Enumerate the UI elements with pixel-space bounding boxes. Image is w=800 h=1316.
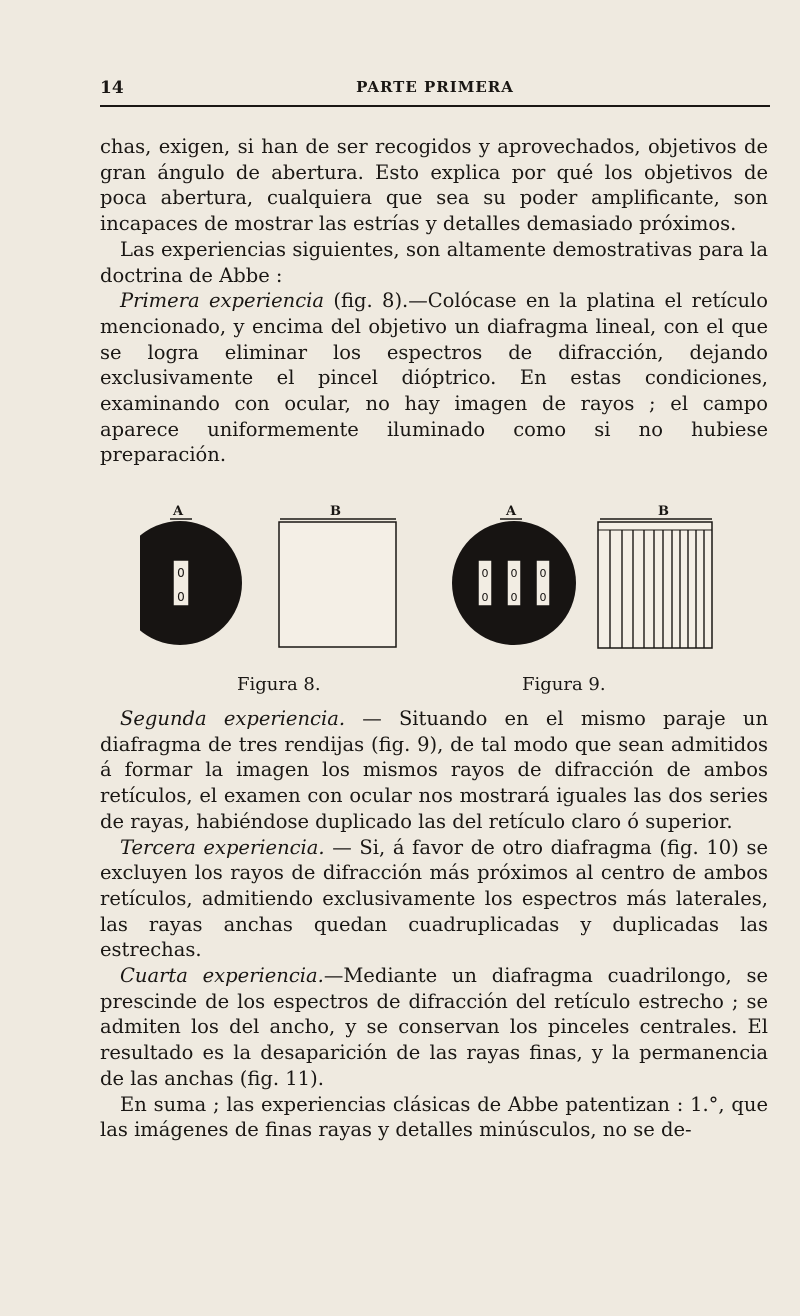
svg-text:0: 0 [510,591,518,604]
text-block-top [100,134,768,468]
figure-8-drawing [140,504,410,664]
paragraph-4 [100,706,768,835]
svg-text:0: 0 [510,567,518,580]
paragraph-2: Las experiencias siguientes, son altamente demostrativas para la doctrina de Abbe : [100,237,768,287]
paragraph-1: chas, exigen, si han de ser recogidos y aprovechados, objetivos de gran ángulo de abertura. Esto explica por qué los objetivos de poca abertura, cualquiera que sea su poder amplificante, son incapaces de mostrar las estrías y detalles demasiado próximos. [100,135,768,236]
running-head: PARTE PRIMERA [356,78,514,96]
figure-8 [140,504,410,664]
paragraph-4-body: — Situando en el mismo paraje un diafragma de tres rendijas (fig. 9), de tal modo que sean admitidos á formar la imagen los mismos rayos de difracción de ambos retículos, el examen con ocular nos mostrará iguales las dos series de rayas, habiéndose duplicado las del retículo claro ó superior. [100,707,769,833]
paragraph-3 [100,288,768,468]
paragraph-6-title: Cuarta experiencia. [120,964,324,988]
figure-8-label-b: B [330,504,341,519]
figure-8-label-a: A [173,504,184,519]
line-grating [598,522,712,648]
svg-text:0: 0 [539,591,547,604]
paragraph-6-body: —Mediante un diafragma cuadrilongo, se prescinde de los espectros de difracción del retículo estrecho ; se admiten los del ancho, y se conservan los pinceles centrales. El resultado es la desaparición de las rayas finas, y la permanencia de las anchas (fig. 11). [100,964,768,1090]
svg-text:0: 0 [177,590,185,604]
svg-text:0: 0 [539,567,547,580]
figure-8-caption: Figura 8. [237,674,321,695]
svg-text:0: 0 [177,566,185,580]
paragraph-4-title: Segunda experiencia. [120,707,346,730]
text-block-bottom [100,706,768,1143]
figure-9-caption: Figura 9. [522,674,606,695]
paragraph-3-title: Primera experiencia [120,289,325,313]
figure-9-label-a: A [506,504,517,519]
paragraph-3-body: (fig. 8).—Colócase en la platina el retículo mencionado, y encima del objetivo un diafragma lineal, con el que se logra eliminar los espectros de difracción, dejando exclusivamente el pincel dióptrico. En estas condiciones, examinando con ocular, no hay imagen de rayos ; el campo aparece uniformemente iluminado como si no hubiese preparación. [100,289,769,467]
header-rule [100,105,770,107]
figure-9-drawing [440,504,720,664]
paragraph-7: En suma ; las experiencias clásicas de Abbe patentizan : 1.°, que las imágenes de finas rayas y detalles minúsculos, no se de- [100,1092,768,1142]
paragraph-5 [100,835,768,964]
paragraph-5-title: Tercera experiencia. [120,835,325,859]
svg-text:0: 0 [481,567,489,580]
figure-9 [440,504,720,664]
paragraph-6 [100,963,768,1092]
page-header [100,78,770,108]
svg-text:0: 0 [481,591,489,604]
page-number: 14 [100,78,124,98]
blank-field [279,522,396,647]
paragraph-5-body: — Si, á favor de otro diafragma (fig. 10) se excluyen los rayos de difracción más próximos al centro de ambos retículos, admitiendo exclusivamente los espectros más laterales, las rayas anchas quedan cuadruplicadas y duplicadas las estrechas. [100,835,768,962]
figure-9-label-b: B [658,504,669,519]
single-slit-diaphragm [140,521,242,645]
